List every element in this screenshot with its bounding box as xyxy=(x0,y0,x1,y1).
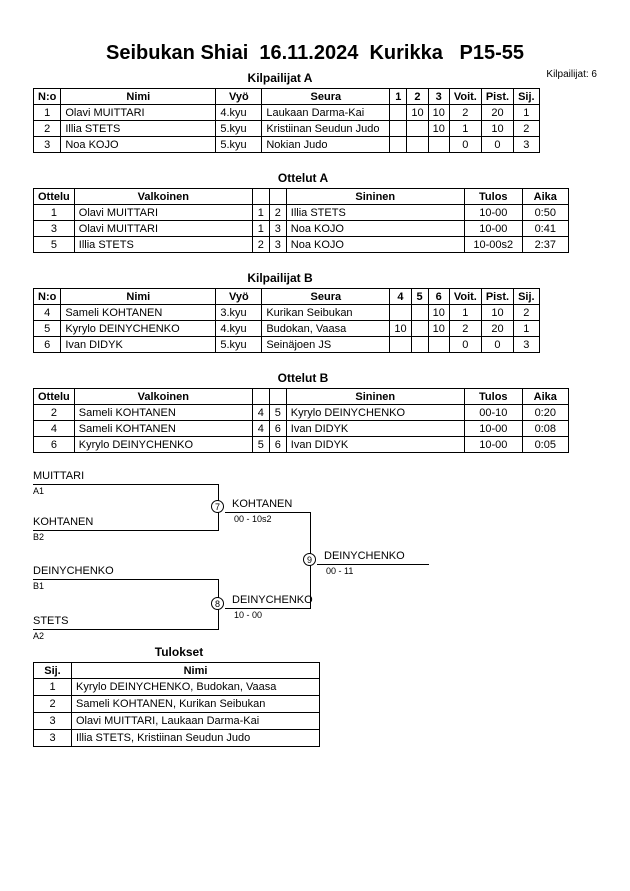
cell xyxy=(407,121,428,137)
cell: 0:41 xyxy=(522,221,568,237)
cell: Illia STETS xyxy=(61,121,216,137)
bracket-seed: A2 xyxy=(33,631,45,641)
pool-b-table xyxy=(33,288,540,353)
cell: 1 xyxy=(449,121,481,137)
table-row xyxy=(34,713,320,730)
cell: 3 xyxy=(34,730,72,747)
cell: Seinäjoen JS xyxy=(262,337,390,353)
cell: 6 xyxy=(34,437,75,453)
cell: Sameli KOHTANEN, Kurikan Seibukan xyxy=(72,696,320,713)
header-cell: N:o xyxy=(34,289,61,305)
header-cell: Pist. xyxy=(481,89,513,105)
cell xyxy=(411,321,428,337)
cell: Olavi MUITTARI xyxy=(61,105,216,121)
cell: Kristiinan Seudun Judo xyxy=(262,121,390,137)
bracket-line xyxy=(225,512,310,513)
header-cell: Seura xyxy=(262,289,390,305)
table-row xyxy=(34,321,540,337)
cell: 1 xyxy=(34,205,75,221)
bracket-winner-name: DEINYCHENKO xyxy=(232,594,313,606)
cell: 10 xyxy=(407,105,428,121)
cell: 4.kyu xyxy=(216,105,262,121)
cell: 10-00 xyxy=(464,205,522,221)
cell: Kyrylo DEINYCHENKO xyxy=(61,321,216,337)
header-cell: 3 xyxy=(428,89,449,105)
cell: Noa KOJO xyxy=(286,221,464,237)
cell: Noa KOJO xyxy=(61,137,216,153)
cell: 2 xyxy=(34,696,72,713)
cell xyxy=(428,137,449,153)
cell: 2 xyxy=(269,205,286,221)
cell: Noa KOJO xyxy=(286,237,464,253)
table-row xyxy=(34,137,540,153)
match-node: 7 xyxy=(211,500,224,513)
cell: Sameli KOHTANEN xyxy=(74,421,252,437)
bracket-line xyxy=(33,629,218,630)
header-row xyxy=(34,289,540,305)
cell: Kyrylo DEINYCHENKO, Budokan, Vaasa xyxy=(72,679,320,696)
header-cell: Valkoinen xyxy=(74,189,252,205)
header-cell: Voit. xyxy=(449,89,481,105)
cell: 20 xyxy=(481,105,513,121)
header-cell: Nimi xyxy=(61,289,216,305)
cell: Olavi MUITTARI xyxy=(74,205,252,221)
table-row xyxy=(34,221,569,237)
cell xyxy=(390,105,407,121)
cell xyxy=(407,137,428,153)
cell: 5.kyu xyxy=(216,337,262,353)
cell xyxy=(390,305,411,321)
header-cell xyxy=(252,389,269,405)
header-cell: Vyö xyxy=(216,289,262,305)
finals-bracket xyxy=(33,467,573,643)
cell: 0:08 xyxy=(522,421,568,437)
cell: 10 xyxy=(428,305,449,321)
cell: 1 xyxy=(252,221,269,237)
cell: Ivan DIDYK xyxy=(61,337,216,353)
table-row xyxy=(34,730,320,747)
header-cell: Vyö xyxy=(216,89,262,105)
cell: 2 xyxy=(514,121,540,137)
cell: Kyrylo DEINYCHENKO xyxy=(74,437,252,453)
header-cell: 4 xyxy=(390,289,411,305)
cell: 5 xyxy=(269,405,286,421)
header-cell: N:o xyxy=(34,89,61,105)
cell: Sameli KOHTANEN xyxy=(74,405,252,421)
header-cell: Pist. xyxy=(481,289,513,305)
table-row xyxy=(34,437,569,453)
cell: 5.kyu xyxy=(216,121,262,137)
cell: Sameli KOHTANEN xyxy=(61,305,216,321)
table-row xyxy=(34,237,569,253)
cell: 3.kyu xyxy=(216,305,262,321)
bracket-line xyxy=(317,564,429,565)
bracket-seed: B1 xyxy=(33,581,45,591)
pool-a-table xyxy=(33,88,540,153)
table-row xyxy=(34,305,540,321)
table-row xyxy=(34,405,569,421)
bracket-winner-name: DEINYCHENKO xyxy=(324,550,405,562)
bracket-slot-name: STETS xyxy=(33,615,69,627)
cell: 0 xyxy=(449,137,481,153)
header-cell: Seura xyxy=(262,89,390,105)
cell: 0 xyxy=(481,137,513,153)
match-node: 9 xyxy=(303,553,316,566)
cell: 0 xyxy=(481,337,513,353)
cell xyxy=(390,137,407,153)
header-row xyxy=(34,389,569,405)
cell: 4 xyxy=(252,421,269,437)
cell: 1 xyxy=(514,105,540,121)
bracket-seed: A1 xyxy=(33,486,45,496)
bracket-slot-name: KOHTANEN xyxy=(33,516,94,528)
cell: 6 xyxy=(269,437,286,453)
cell: 1 xyxy=(449,305,481,321)
header-cell xyxy=(269,189,286,205)
cell: 1 xyxy=(34,679,72,696)
cell: 2 xyxy=(34,405,75,421)
cell: 20 xyxy=(481,321,513,337)
header-cell: Sininen xyxy=(286,389,464,405)
cell: 10 xyxy=(481,305,513,321)
bracket-line xyxy=(225,608,310,609)
cell: Kurikan Seibukan xyxy=(262,305,390,321)
cell: Illia STETS xyxy=(286,205,464,221)
cell: 6 xyxy=(34,337,61,353)
table-row xyxy=(34,421,569,437)
header-cell: 6 xyxy=(428,289,449,305)
cell: 1 xyxy=(252,205,269,221)
cell: 10 xyxy=(428,121,449,137)
header-cell: Valkoinen xyxy=(74,389,252,405)
header-cell xyxy=(252,189,269,205)
bracket-slot-name: MUITTARI xyxy=(33,470,85,482)
table-row xyxy=(34,679,320,696)
header-cell: Tulos xyxy=(464,189,522,205)
cell xyxy=(411,305,428,321)
cell: 10 xyxy=(428,321,449,337)
cell: 00-10 xyxy=(464,405,522,421)
cell xyxy=(411,337,428,353)
bracket-line xyxy=(33,530,218,531)
cell: 2 xyxy=(34,121,61,137)
cell: Nokian Judo xyxy=(262,137,390,153)
table-row xyxy=(34,696,320,713)
cell: 5 xyxy=(34,321,61,337)
header-cell: Sininen xyxy=(286,189,464,205)
cell: Olavi MUITTARI, Laukaan Darma-Kai xyxy=(72,713,320,730)
bracket-score: 00 - 11 xyxy=(326,566,354,576)
cell: Illia STETS, Kristiinan Seudun Judo xyxy=(72,730,320,747)
cell: 5 xyxy=(34,237,75,253)
cell: 2:37 xyxy=(522,237,568,253)
cell: 10-00s2 xyxy=(464,237,522,253)
bracket-line xyxy=(33,579,218,580)
cell: 3 xyxy=(514,137,540,153)
cell: 3 xyxy=(34,221,75,237)
cell: 0:20 xyxy=(522,405,568,421)
cell: 4 xyxy=(34,421,75,437)
cell: 3 xyxy=(514,337,540,353)
table-row xyxy=(34,205,569,221)
header-cell: Ottelu xyxy=(34,389,75,405)
cell: 2 xyxy=(252,237,269,253)
header-cell: Ottelu xyxy=(34,189,75,205)
matches-b-table xyxy=(33,388,569,453)
cell: 5 xyxy=(252,437,269,453)
header-cell: Nimi xyxy=(72,663,320,679)
header-cell: 1 xyxy=(390,89,407,105)
cell xyxy=(390,337,411,353)
matches-a-table xyxy=(33,188,569,253)
header-cell xyxy=(269,389,286,405)
cell: 4 xyxy=(34,305,61,321)
matches-a-heading: Ottelut A xyxy=(277,171,329,185)
cell xyxy=(390,121,407,137)
bracket-score: 10 - 00 xyxy=(234,610,263,620)
header-cell: Voit. xyxy=(449,289,481,305)
pool-a-heading: Kilpailijat A xyxy=(247,71,313,85)
cell: 3 xyxy=(269,237,286,253)
cell: 3 xyxy=(34,137,61,153)
cell: 10-00 xyxy=(464,437,522,453)
bracket-winner-name: KOHTANEN xyxy=(232,498,293,510)
cell: 10 xyxy=(428,105,449,121)
header-row xyxy=(34,89,540,105)
header-cell: Aika xyxy=(522,389,568,405)
header-cell: Nimi xyxy=(61,89,216,105)
bracket-slot-name: DEINYCHENKO xyxy=(33,565,114,577)
cell: 3 xyxy=(269,221,286,237)
header-row xyxy=(34,189,569,205)
results-table xyxy=(33,662,320,747)
cell: 5.kyu xyxy=(216,137,262,153)
cell: Budokan, Vaasa xyxy=(262,321,390,337)
cell: 4 xyxy=(252,405,269,421)
table-row xyxy=(34,105,540,121)
cell: 2 xyxy=(449,321,481,337)
cell: 0:50 xyxy=(522,205,568,221)
header-cell: Aika xyxy=(522,189,568,205)
cell: Illia STETS xyxy=(74,237,252,253)
header-cell: Sij. xyxy=(514,289,540,305)
results-heading: Tulokset xyxy=(154,645,204,659)
table-row xyxy=(34,337,540,353)
cell: 10-00 xyxy=(464,221,522,237)
cell: 1 xyxy=(34,105,61,121)
cell: Kyrylo DEINYCHENKO xyxy=(286,405,464,421)
bracket-line xyxy=(33,484,218,485)
cell: 3 xyxy=(34,713,72,730)
cell: 0:05 xyxy=(522,437,568,453)
cell: Ivan DIDYK xyxy=(286,437,464,453)
pool-b-heading: Kilpailijat B xyxy=(247,271,313,285)
header-cell: Sij. xyxy=(34,663,72,679)
header-cell: Sij. xyxy=(514,89,540,105)
cell: 2 xyxy=(514,305,540,321)
cell: 0 xyxy=(449,337,481,353)
bracket-score: 00 - 10s2 xyxy=(234,514,272,524)
header-cell: 5 xyxy=(411,289,428,305)
cell: 10 xyxy=(481,121,513,137)
cell: 6 xyxy=(269,421,286,437)
cell: Laukaan Darma-Kai xyxy=(262,105,390,121)
matches-b-heading: Ottelut B xyxy=(277,371,329,385)
bracket-seed: B2 xyxy=(33,532,45,542)
cell: 2 xyxy=(449,105,481,121)
cell xyxy=(428,337,449,353)
competitors-count: Kilpailijat: 6 xyxy=(546,69,597,80)
cell: 10 xyxy=(390,321,411,337)
match-node: 8 xyxy=(211,597,224,610)
page-title: Seibukan Shiai 16.11.2024 Kurikka P15-55 xyxy=(105,42,525,64)
header-cell: Tulos xyxy=(464,389,522,405)
cell: Olavi MUITTARI xyxy=(74,221,252,237)
header-row xyxy=(34,663,320,679)
cell: 10-00 xyxy=(464,421,522,437)
cell: 4.kyu xyxy=(216,321,262,337)
table-row xyxy=(34,121,540,137)
cell: 1 xyxy=(514,321,540,337)
cell: Ivan DIDYK xyxy=(286,421,464,437)
header-cell: 2 xyxy=(407,89,428,105)
